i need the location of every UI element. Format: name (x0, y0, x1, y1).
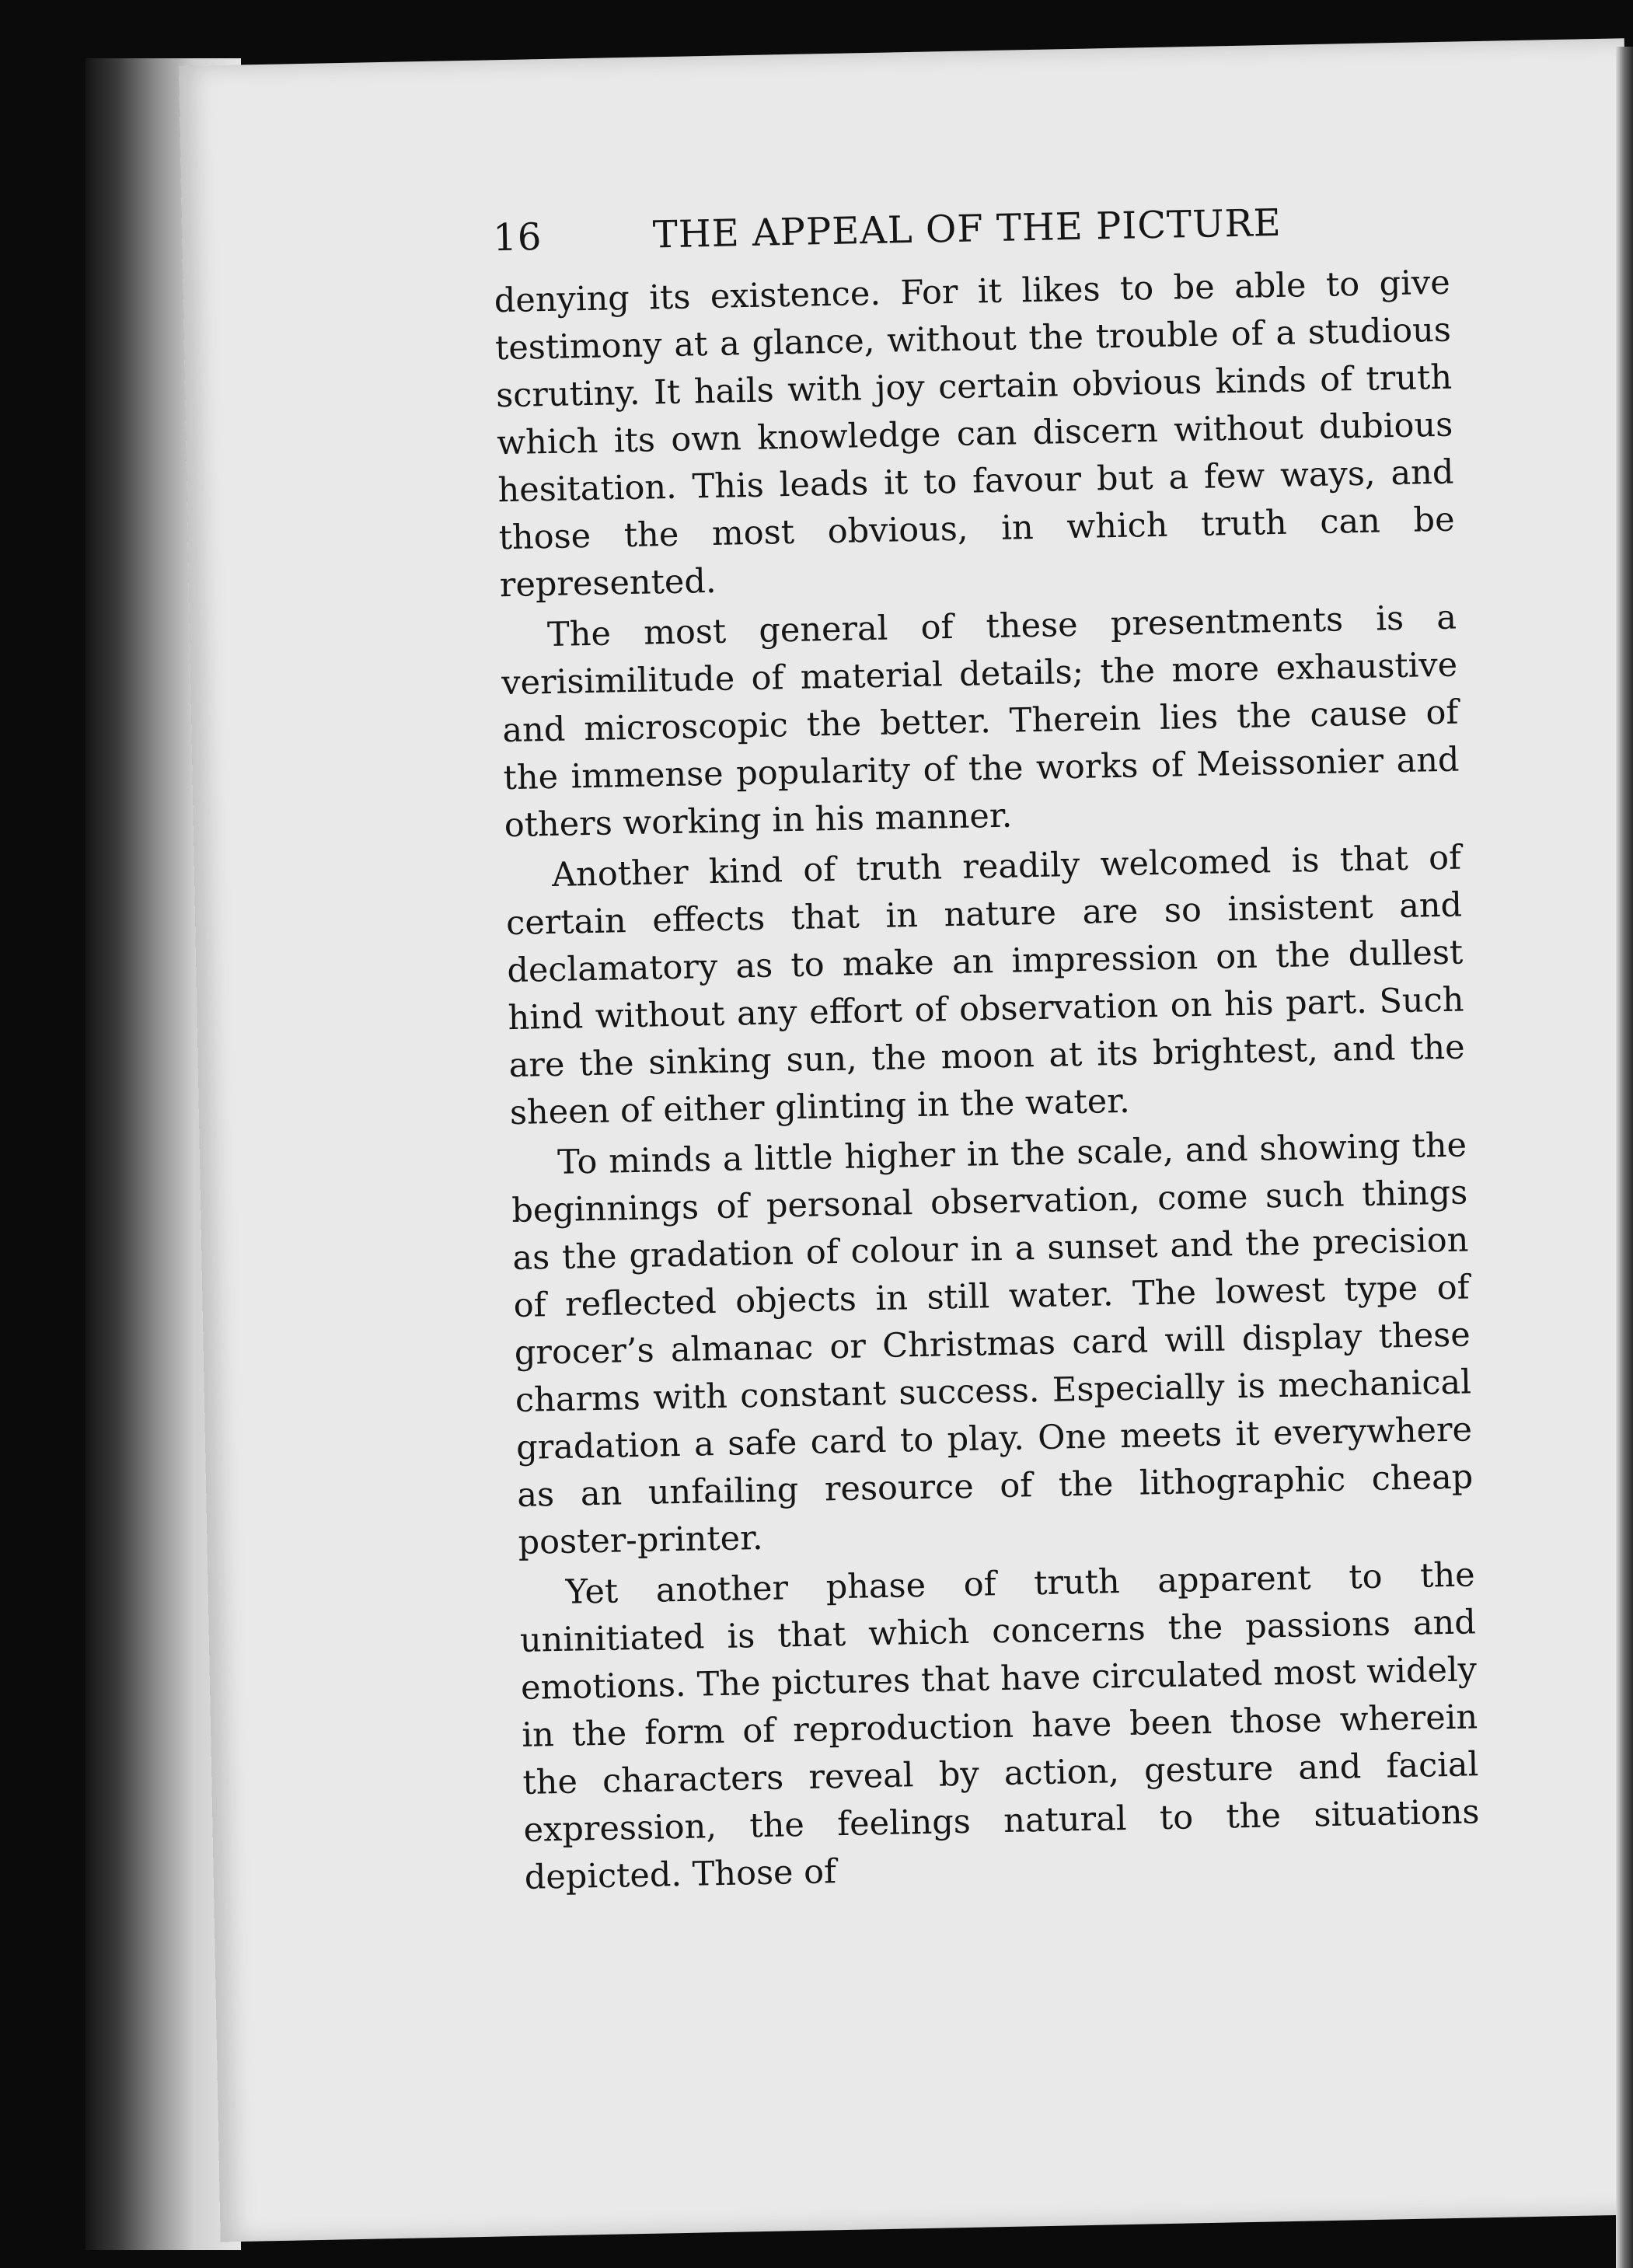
page-number: 16 (492, 215, 543, 260)
page-text-block (493, 197, 1481, 1905)
running-title: THE APPEAL OF THE PICTURE (652, 201, 1282, 257)
page-sheet (179, 38, 1633, 2242)
running-head (493, 197, 1450, 261)
body-paragraph-1: denying its existence. For it likes to be able to give testimony at a glance, without the trouble of a studious scrutiny. It hails with joy certain obvious kinds of truth which its own knowledge can discern without dubious hesitation. This leads it to favour but a few ways, and those the most obvious, in which truth can be represented. (494, 263, 1455, 605)
body-paragraph-2: The most general of these presentments is a verisimilitude of material details; the more exhaustive and microscopic the better. Therein lies the cause of the immense popularity of the works of Meissonier and others working in his manner. (501, 598, 1460, 846)
body-paragraph-3: Another kind of truth readily welcomed is that of certain effects that in nature are so insistent and declamatory as to make an impression on the dullest hind without any effort of observation on his part. Such are the sinking sun, the moon at its brightest, and the sheen of either glinting in the water. (505, 838, 1466, 1133)
body-paragraph-5: Yet another phase of truth apparent to the uninitiated is that which concerns the passions and emotions. The pictures that have circulated most widely in the form of reproduction have been those wherein the characters reveal by action, gesture and facial expression, the feelings natural to the situations depicted. Those of (519, 1555, 1480, 1897)
page-right-edge (1616, 47, 1633, 2268)
body-paragraph-4: To minds a little higher in the scale, and showing the beginnings of personal observation, come such things as the gradation of colour in a sunset and the precision of reflected objects in still water. The lowest type of grocer’s almanac or Christmas card will display these charms with constant success. Especially is mechanical gradation a safe card to play. One meets it everywhere as an unfailing resource of the lithographic cheap poster-printer. (511, 1125, 1474, 1562)
